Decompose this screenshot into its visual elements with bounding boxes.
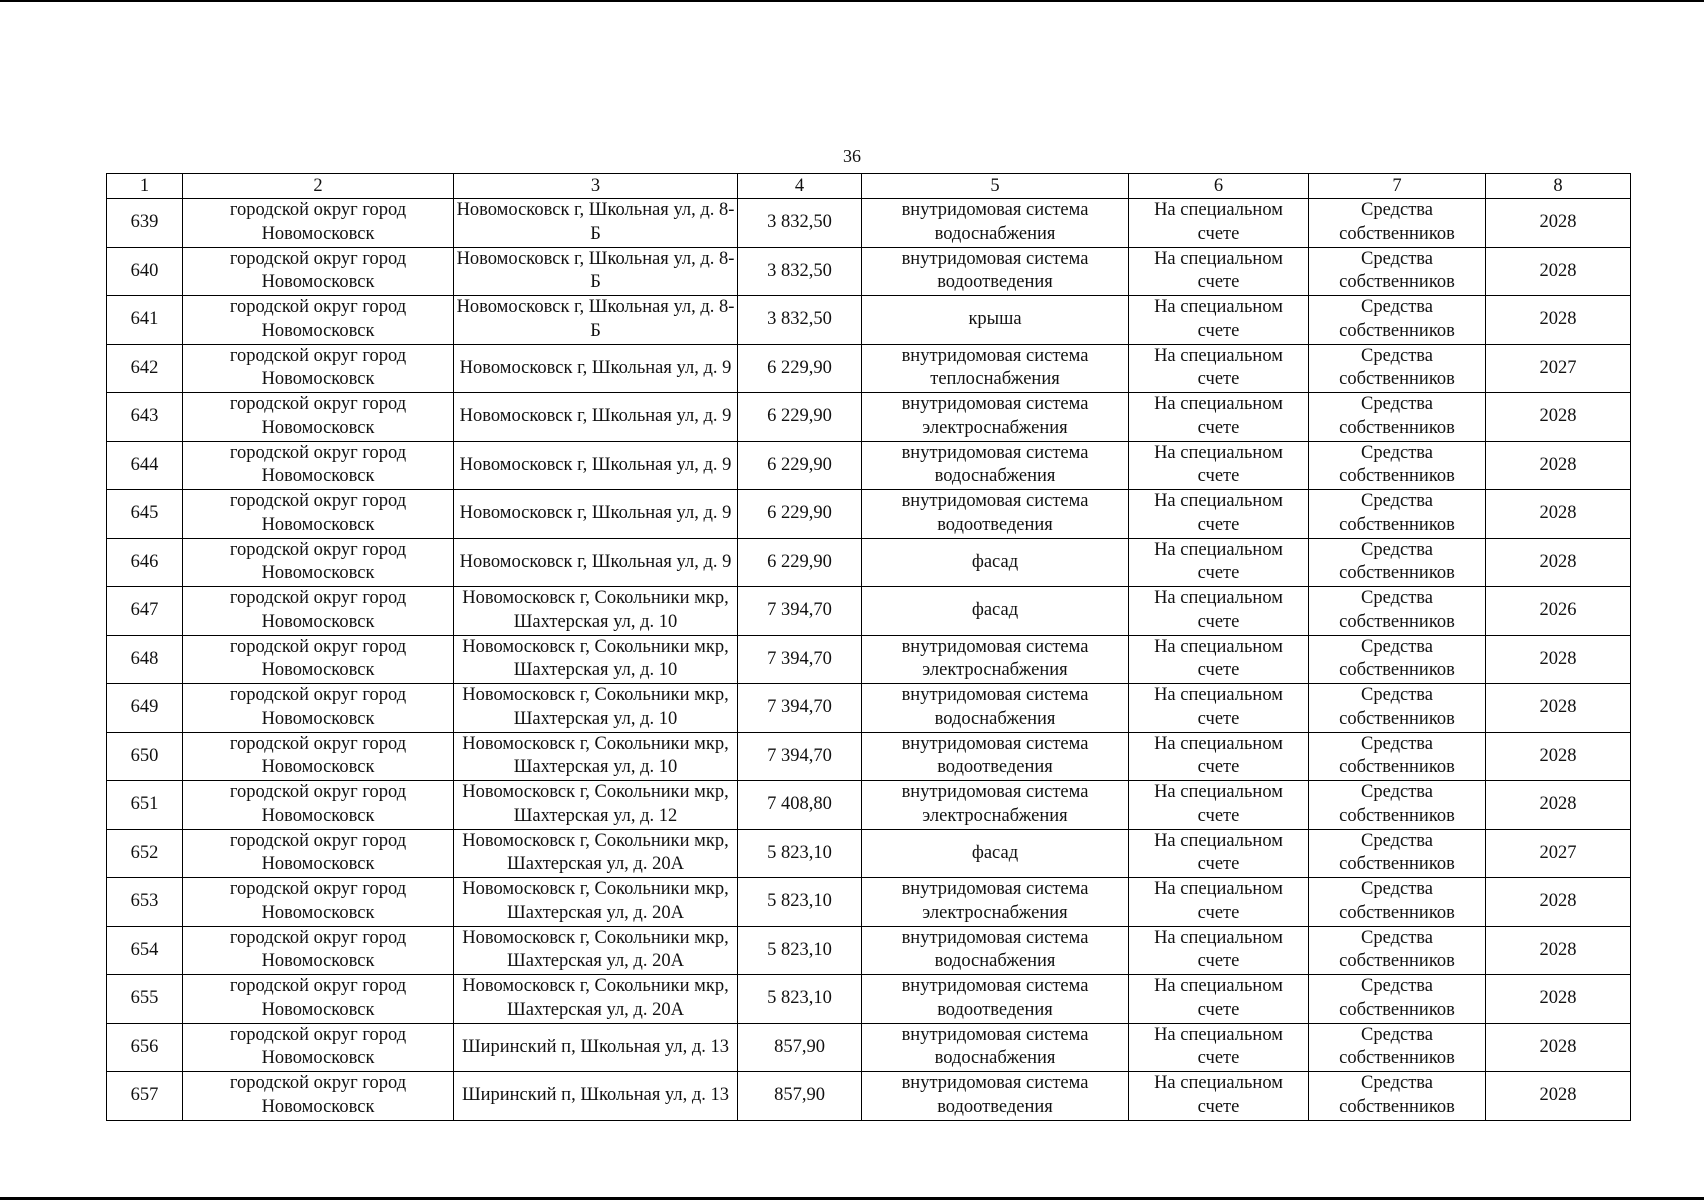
fund-method-cell: На специальном счете — [1129, 926, 1309, 975]
municipality-cell: городской округ город Новомосковск — [183, 635, 454, 684]
address-cell: Новомосковск г, Сокольники мкр, Шахтерская ул, д. 10 — [454, 587, 738, 636]
area-cell: 7 394,70 — [738, 732, 862, 781]
table-row — [107, 1072, 1631, 1121]
table-header — [107, 174, 1631, 199]
funding-source-cell: Средства собственников — [1309, 878, 1486, 927]
fund-method-cell: На специальном счете — [1129, 296, 1309, 345]
work-type-cell: фасад — [862, 587, 1129, 636]
year-cell: 2028 — [1486, 441, 1631, 490]
address-cell: Новомосковск г, Сокольники мкр, Шахтерская ул, д. 20А — [454, 829, 738, 878]
municipality-cell: городской округ город Новомосковск — [183, 732, 454, 781]
year-cell: 2028 — [1486, 490, 1631, 539]
funding-source-cell: Средства собственников — [1309, 1023, 1486, 1072]
work-type-cell: внутридомовая система водоотведения — [862, 490, 1129, 539]
funding-source-cell: Средства собственников — [1309, 1072, 1486, 1121]
year-cell: 2028 — [1486, 926, 1631, 975]
funding-source-cell: Средства собственников — [1309, 393, 1486, 442]
funding-source-cell: Средства собственников — [1309, 296, 1486, 345]
fund-method-cell: На специальном счете — [1129, 247, 1309, 296]
registry-table — [106, 173, 1631, 1121]
municipality-cell: городской округ город Новомосковск — [183, 199, 454, 248]
funding-source-cell: Средства собственников — [1309, 587, 1486, 636]
funding-source-cell: Средства собственников — [1309, 344, 1486, 393]
fund-method-cell: На специальном счете — [1129, 587, 1309, 636]
table-row — [107, 1023, 1631, 1072]
funding-source-cell: Средства собственников — [1309, 441, 1486, 490]
row-number-cell: 641 — [107, 296, 183, 345]
work-type-cell: внутридомовая система водоснабжения — [862, 1023, 1129, 1072]
year-cell: 2027 — [1486, 829, 1631, 878]
municipality-cell: городской округ город Новомосковск — [183, 441, 454, 490]
table-row — [107, 926, 1631, 975]
year-cell: 2028 — [1486, 1023, 1631, 1072]
row-number-cell: 642 — [107, 344, 183, 393]
column-header-1: 1 — [107, 174, 183, 199]
municipality-cell: городской округ город Новомосковск — [183, 926, 454, 975]
year-cell: 2026 — [1486, 587, 1631, 636]
header-row — [107, 174, 1631, 199]
funding-source-cell: Средства собственников — [1309, 732, 1486, 781]
area-cell: 6 229,90 — [738, 344, 862, 393]
area-cell: 5 823,10 — [738, 878, 862, 927]
address-cell: Новомосковск г, Школьная ул, д. 9 — [454, 441, 738, 490]
row-number-cell: 655 — [107, 975, 183, 1024]
column-header-4: 4 — [738, 174, 862, 199]
work-type-cell: внутридомовая система электроснабжения — [862, 781, 1129, 830]
area-cell: 857,90 — [738, 1072, 862, 1121]
table-row — [107, 587, 1631, 636]
address-cell: Новомосковск г, Школьная ул, д. 8-Б — [454, 199, 738, 248]
year-cell: 2027 — [1486, 344, 1631, 393]
municipality-cell: городской округ город Новомосковск — [183, 1023, 454, 1072]
area-cell: 5 823,10 — [738, 829, 862, 878]
municipality-cell: городской округ город Новомосковск — [183, 247, 454, 296]
scan-top-edge — [0, 0, 1704, 2]
municipality-cell: городской округ город Новомосковск — [183, 878, 454, 927]
address-cell: Новомосковск г, Школьная ул, д. 9 — [454, 538, 738, 587]
work-type-cell: внутридомовая система электроснабжения — [862, 393, 1129, 442]
area-cell: 7 394,70 — [738, 587, 862, 636]
year-cell: 2028 — [1486, 296, 1631, 345]
row-number-cell: 640 — [107, 247, 183, 296]
table-body — [107, 199, 1631, 1121]
column-header-2: 2 — [183, 174, 454, 199]
work-type-cell: внутридомовая система электроснабжения — [862, 878, 1129, 927]
year-cell: 2028 — [1486, 732, 1631, 781]
funding-source-cell: Средства собственников — [1309, 684, 1486, 733]
address-cell: Новомосковск г, Школьная ул, д. 8-Б — [454, 247, 738, 296]
funding-source-cell: Средства собственников — [1309, 490, 1486, 539]
row-number-cell: 653 — [107, 878, 183, 927]
table-row — [107, 684, 1631, 733]
address-cell: Новомосковск г, Школьная ул, д. 9 — [454, 344, 738, 393]
fund-method-cell: На специальном счете — [1129, 732, 1309, 781]
row-number-cell: 652 — [107, 829, 183, 878]
municipality-cell: городской округ город Новомосковск — [183, 1072, 454, 1121]
work-type-cell: внутридомовая система водоотведения — [862, 1072, 1129, 1121]
row-number-cell: 639 — [107, 199, 183, 248]
address-cell: Ширинский п, Школьная ул, д. 13 — [454, 1072, 738, 1121]
row-number-cell: 644 — [107, 441, 183, 490]
row-number-cell: 647 — [107, 587, 183, 636]
funding-source-cell: Средства собственников — [1309, 975, 1486, 1024]
municipality-cell: городской округ город Новомосковск — [183, 975, 454, 1024]
work-type-cell: фасад — [862, 538, 1129, 587]
fund-method-cell: На специальном счете — [1129, 684, 1309, 733]
year-cell: 2028 — [1486, 635, 1631, 684]
work-type-cell: крыша — [862, 296, 1129, 345]
row-number-cell: 656 — [107, 1023, 183, 1072]
area-cell: 6 229,90 — [738, 441, 862, 490]
address-cell: Новомосковск г, Школьная ул, д. 9 — [454, 490, 738, 539]
table-row — [107, 635, 1631, 684]
table-row — [107, 199, 1631, 248]
row-number-cell: 648 — [107, 635, 183, 684]
work-type-cell: внутридомовая система водоснабжения — [862, 926, 1129, 975]
year-cell: 2028 — [1486, 1072, 1631, 1121]
fund-method-cell: На специальном счете — [1129, 1072, 1309, 1121]
fund-method-cell: На специальном счете — [1129, 199, 1309, 248]
fund-method-cell: На специальном счете — [1129, 441, 1309, 490]
year-cell: 2028 — [1486, 684, 1631, 733]
address-cell: Ширинский п, Школьная ул, д. 13 — [454, 1023, 738, 1072]
funding-source-cell: Средства собственников — [1309, 926, 1486, 975]
area-cell: 6 229,90 — [738, 490, 862, 539]
area-cell: 5 823,10 — [738, 975, 862, 1024]
municipality-cell: городской округ город Новомосковск — [183, 393, 454, 442]
municipality-cell: городской округ город Новомосковск — [183, 296, 454, 345]
table-row — [107, 490, 1631, 539]
table-row — [107, 878, 1631, 927]
column-header-7: 7 — [1309, 174, 1486, 199]
municipality-cell: городской округ город Новомосковск — [183, 684, 454, 733]
year-cell: 2028 — [1486, 538, 1631, 587]
address-cell: Новомосковск г, Сокольники мкр, Шахтерская ул, д. 20А — [454, 975, 738, 1024]
fund-method-cell: На специальном счете — [1129, 781, 1309, 830]
address-cell: Новомосковск г, Школьная ул, д. 9 — [454, 393, 738, 442]
address-cell: Новомосковск г, Школьная ул, д. 8-Б — [454, 296, 738, 345]
area-cell: 7 408,80 — [738, 781, 862, 830]
row-number-cell: 654 — [107, 926, 183, 975]
fund-method-cell: На специальном счете — [1129, 344, 1309, 393]
area-cell: 3 832,50 — [738, 296, 862, 345]
address-cell: Новомосковск г, Сокольники мкр, Шахтерская ул, д. 10 — [454, 635, 738, 684]
fund-method-cell: На специальном счете — [1129, 538, 1309, 587]
address-cell: Новомосковск г, Сокольники мкр, Шахтерская ул, д. 10 — [454, 732, 738, 781]
table-row — [107, 781, 1631, 830]
table-row — [107, 296, 1631, 345]
column-header-3: 3 — [454, 174, 738, 199]
address-cell: Новомосковск г, Сокольники мкр, Шахтерская ул, д. 12 — [454, 781, 738, 830]
row-number-cell: 657 — [107, 1072, 183, 1121]
area-cell: 7 394,70 — [738, 635, 862, 684]
area-cell: 5 823,10 — [738, 926, 862, 975]
work-type-cell: внутридомовая система водоотведения — [862, 732, 1129, 781]
municipality-cell: городской округ город Новомосковск — [183, 490, 454, 539]
row-number-cell: 650 — [107, 732, 183, 781]
fund-method-cell: На специальном счете — [1129, 829, 1309, 878]
fund-method-cell: На специальном счете — [1129, 635, 1309, 684]
area-cell: 857,90 — [738, 1023, 862, 1072]
fund-method-cell: На специальном счете — [1129, 975, 1309, 1024]
funding-source-cell: Средства собственников — [1309, 829, 1486, 878]
row-number-cell: 651 — [107, 781, 183, 830]
table-row — [107, 829, 1631, 878]
row-number-cell: 649 — [107, 684, 183, 733]
area-cell: 3 832,50 — [738, 199, 862, 248]
fund-method-cell: На специальном счете — [1129, 490, 1309, 539]
area-cell: 7 394,70 — [738, 684, 862, 733]
page-number: 36 — [843, 146, 861, 166]
work-type-cell: внутридомовая система водоснабжения — [862, 684, 1129, 733]
municipality-cell: городской округ город Новомосковск — [183, 781, 454, 830]
funding-source-cell: Средства собственников — [1309, 199, 1486, 248]
area-cell: 3 832,50 — [738, 247, 862, 296]
work-type-cell: внутридомовая система водоснабжения — [862, 199, 1129, 248]
area-cell: 6 229,90 — [738, 538, 862, 587]
fund-method-cell: На специальном счете — [1129, 878, 1309, 927]
table-row — [107, 732, 1631, 781]
year-cell: 2028 — [1486, 199, 1631, 248]
fund-method-cell: На специальном счете — [1129, 393, 1309, 442]
work-type-cell: внутридомовая система теплоснабжения — [862, 344, 1129, 393]
column-header-8: 8 — [1486, 174, 1631, 199]
work-type-cell: фасад — [862, 829, 1129, 878]
address-cell: Новомосковск г, Сокольники мкр, Шахтерская ул, д. 20А — [454, 878, 738, 927]
year-cell: 2028 — [1486, 781, 1631, 830]
work-type-cell: внутридомовая система водоотведения — [862, 975, 1129, 1024]
area-cell: 6 229,90 — [738, 393, 862, 442]
row-number-cell: 643 — [107, 393, 183, 442]
table-row — [107, 393, 1631, 442]
year-cell: 2028 — [1486, 975, 1631, 1024]
municipality-cell: городской округ город Новомосковск — [183, 587, 454, 636]
table-row — [107, 344, 1631, 393]
row-number-cell: 645 — [107, 490, 183, 539]
column-header-5: 5 — [862, 174, 1129, 199]
table-row — [107, 441, 1631, 490]
year-cell: 2028 — [1486, 247, 1631, 296]
funding-source-cell: Средства собственников — [1309, 635, 1486, 684]
table-row — [107, 247, 1631, 296]
table-row — [107, 975, 1631, 1024]
column-header-6: 6 — [1129, 174, 1309, 199]
funding-source-cell: Средства собственников — [1309, 247, 1486, 296]
work-type-cell: внутридомовая система водоснабжения — [862, 441, 1129, 490]
municipality-cell: городской округ город Новомосковск — [183, 538, 454, 587]
row-number-cell: 646 — [107, 538, 183, 587]
municipality-cell: городской округ город Новомосковск — [183, 344, 454, 393]
work-type-cell: внутридомовая система электроснабжения — [862, 635, 1129, 684]
table-row — [107, 538, 1631, 587]
fund-method-cell: На специальном счете — [1129, 1023, 1309, 1072]
municipality-cell: городской округ город Новомосковск — [183, 829, 454, 878]
work-type-cell: внутридомовая система водоотведения — [862, 247, 1129, 296]
funding-source-cell: Средства собственников — [1309, 538, 1486, 587]
funding-source-cell: Средства собственников — [1309, 781, 1486, 830]
address-cell: Новомосковск г, Сокольники мкр, Шахтерская ул, д. 20А — [454, 926, 738, 975]
address-cell: Новомосковск г, Сокольники мкр, Шахтерская ул, д. 10 — [454, 684, 738, 733]
year-cell: 2028 — [1486, 878, 1631, 927]
year-cell: 2028 — [1486, 393, 1631, 442]
